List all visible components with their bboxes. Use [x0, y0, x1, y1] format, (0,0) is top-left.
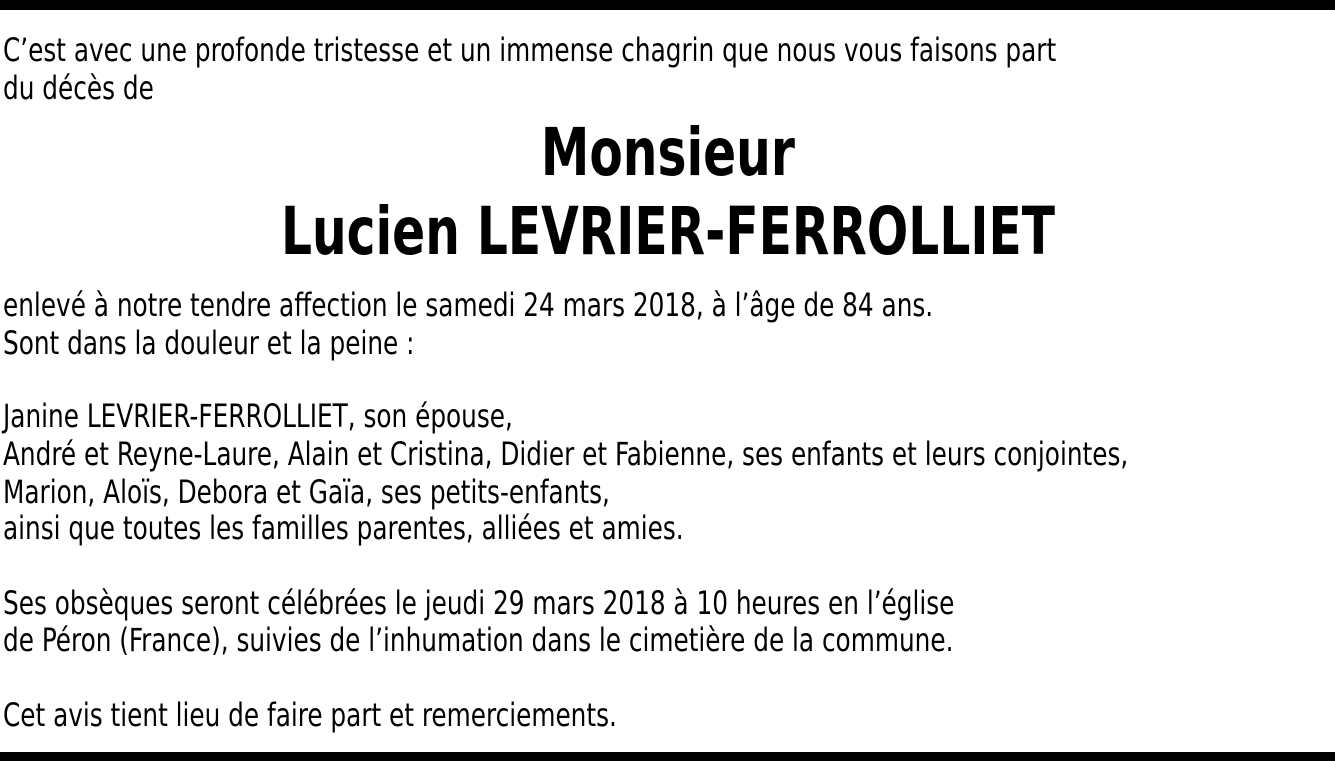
- intro-line-1: C’est avec une profonde tristesse et un immense chagrin que nous vous faisons part: [3, 31, 1057, 69]
- honorific-title: Monsieur: [540, 114, 795, 191]
- intro-line-2: du décès de: [3, 69, 154, 107]
- closing-line: Cet avis tient lieu de faire part et remerciements.: [3, 696, 617, 734]
- top-rule: [0, 0, 1335, 10]
- funeral-line-2: de Péron (France), suivies de l’inhumation dans le cimetière de la commune.: [3, 621, 954, 659]
- death-line-1: enlevé à notre tendre affection le samedi 24 mars 2018, à l’âge de 84 ans.: [3, 286, 934, 324]
- family-line-1: Janine LEVRIER-FERROLLIET, son épouse,: [3, 397, 513, 435]
- funeral-line-1: Ses obsèques seront célébrées le jeudi 29 mars 2018 à 10 heures en l’église: [3, 584, 955, 622]
- family-line-2: André et Reyne-Laure, Alain et Cristina, Didier et Fabienne, ses enfants et leurs conjointes,: [3, 435, 1129, 473]
- deceased-name: Lucien LEVRIER-FERROLLIET: [280, 193, 1055, 270]
- family-line-4: ainsi que toutes les familles parentes, alliées et amies.: [3, 509, 684, 547]
- death-line-2: Sont dans la douleur et la peine :: [3, 324, 415, 362]
- family-line-3: Marion, Aloïs, Debora et Gaïa, ses petits-enfants,: [3, 473, 610, 511]
- bottom-rule: [0, 752, 1335, 761]
